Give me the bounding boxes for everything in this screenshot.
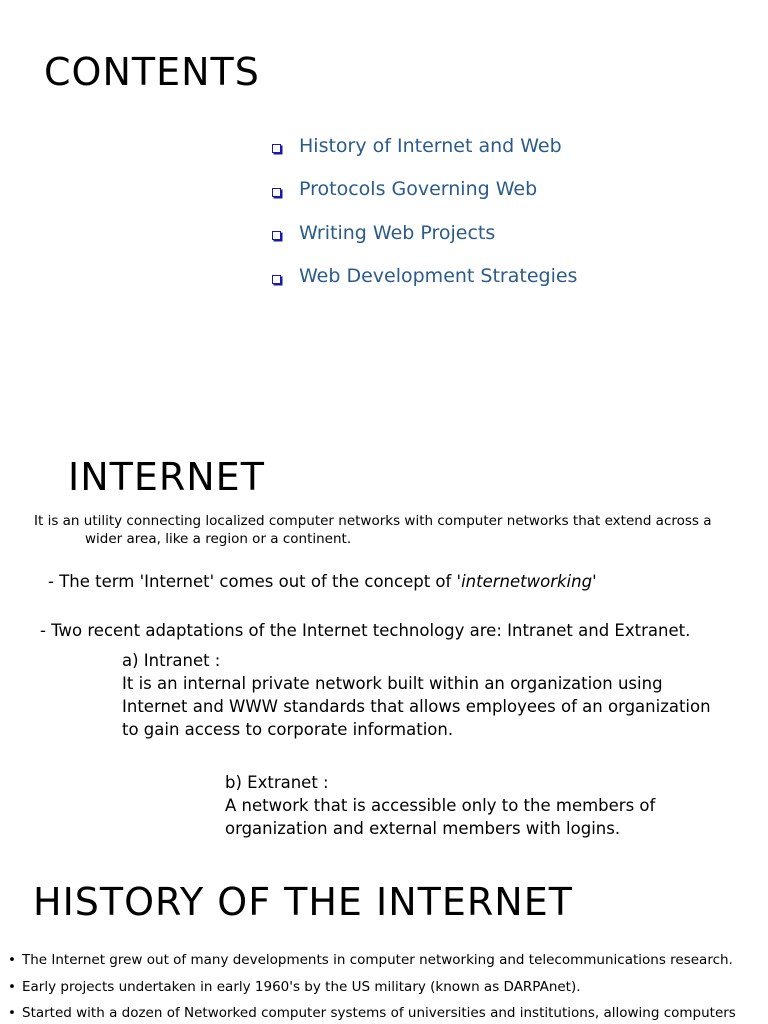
bullet-dot-icon: • xyxy=(8,978,16,995)
list-item xyxy=(8,952,736,979)
contents-item[interactable] xyxy=(272,170,577,214)
intranet-line: Internet and WWW standards that allows employees of an organization xyxy=(122,697,711,716)
contents-item-label: History of Internet and Web xyxy=(299,134,562,157)
internet-title: INTERNET xyxy=(68,455,265,499)
contents-item[interactable] xyxy=(272,213,577,257)
square-bullet-icon xyxy=(272,188,281,197)
contents-item[interactable] xyxy=(272,126,577,170)
bullet-dot-icon: • xyxy=(8,1005,16,1021)
history-bullet-text: Early projects undertaken in early 1960's by the US military (known as DARPAnet). xyxy=(22,978,581,995)
bullet-dot-icon: • xyxy=(8,952,16,968)
history-title: HISTORY OF THE INTERNET xyxy=(33,880,573,924)
intranet-block xyxy=(122,649,711,741)
term-prefix: - The term 'Internet' comes out of the concept of ' xyxy=(48,572,462,591)
contents-title: CONTENTS xyxy=(44,50,260,94)
term-word: internetworking xyxy=(461,572,593,591)
list-item xyxy=(8,1005,736,1024)
intranet-line: It is an internal private network built within an organization using xyxy=(122,674,663,693)
internet-adaptations: - Two recent adaptations of the Internet technology are: Intranet and Extranet. xyxy=(40,621,691,640)
internet-definition-line-1: It is an utility connecting localized computer networks with computer networks that extend across a xyxy=(34,513,712,529)
square-bullet-icon xyxy=(272,231,281,240)
extranet-line: A network that is accessible only to the members of xyxy=(225,796,656,815)
contents-item-label: Web Development Strategies xyxy=(299,265,578,288)
history-bullet-text: The Internet grew out of many developments in computer networking and telecommunications research. xyxy=(22,952,733,968)
contents-item[interactable] xyxy=(272,257,577,301)
extranet-line: organization and external members with logins. xyxy=(225,819,621,838)
internet-definition-line-2: wider area, like a region or a continent. xyxy=(85,531,352,547)
history-bullet-list xyxy=(8,952,736,1024)
contents-list xyxy=(272,126,577,300)
history-bullet-text: Started with a dozen of Networked computer systems of universities and institutions, allowing computers xyxy=(22,1005,736,1021)
term-suffix: ' xyxy=(592,572,597,591)
intranet-line: to gain access to corporate information. xyxy=(122,720,454,739)
contents-item-label: Protocols Governing Web xyxy=(299,178,538,201)
square-bullet-icon xyxy=(272,144,281,153)
square-bullet-icon xyxy=(272,275,281,284)
list-item xyxy=(8,979,736,1006)
contents-item-label: Writing Web Projects xyxy=(299,221,496,244)
internet-term-origin xyxy=(48,572,597,591)
intranet-heading: a) Intranet : xyxy=(122,651,221,670)
extranet-heading: b) Extranet : xyxy=(225,773,329,792)
extranet-block xyxy=(225,771,655,840)
